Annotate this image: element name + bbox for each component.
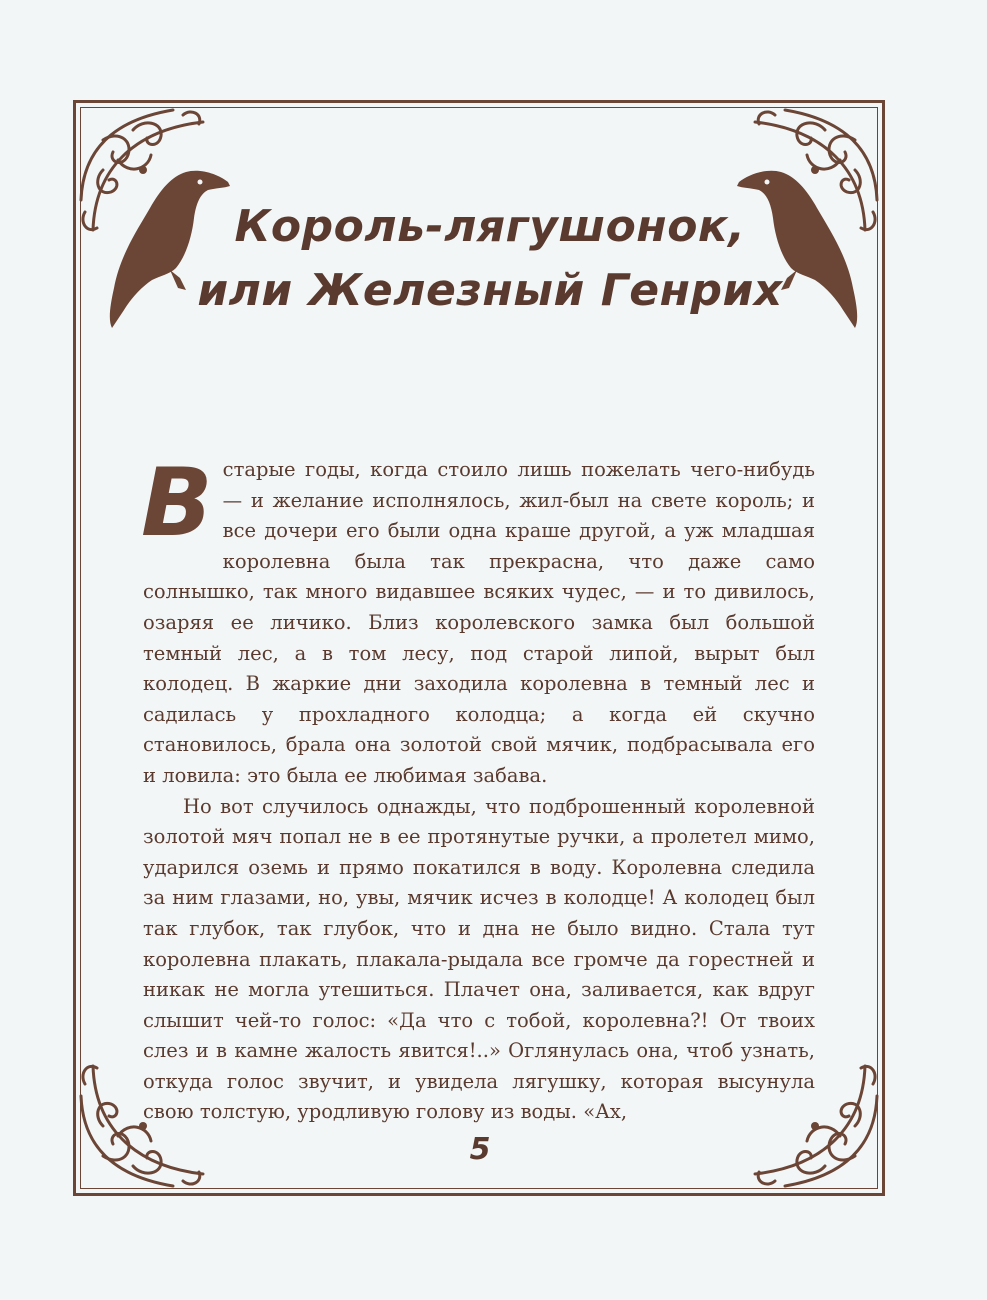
chapter-title xyxy=(190,195,790,323)
page-number: 5 xyxy=(469,1132,491,1167)
paragraph xyxy=(141,449,815,792)
paragraph: Но вот случилось однажды, что подброшенный королевной золотой мяч попал не в ее протянутые ручки, а пролетел мимо, ударился оземь и прямо покатился в воду. Королевна следила за ним глазами, но, увы, мячик исчез в колодце! А колодец был так глубок, так глубок, что и дна не было видно. Стала тут королевна плакать, плакала-рыдала все громче да горестней и никак не могла утешиться. Плачет она, заливается, как вдруг слышит чей-то голос: «Да что с тобой, королевна?! От твоих слез и в камне жалость явится!..» Оглянулась она, чтоб узнать, откуда голос звучит, и увидела лягушку, которая высунула свою толстую, уродливую голову из воды. «Ах, xyxy=(143,794,815,1124)
drop-cap: В xyxy=(141,449,213,558)
story-text xyxy=(141,449,815,1128)
paragraph-text: старые годы, когда стоило лишь пожелать чего-нибудь — и желание исполнялось, жил-был на свете король; и все дочери его были одна краше другой, а уж младшая королевна была так прекрасна, что даже само солнышко, так много видавшее всяких чудес, — и то дивилось, озаряя ее личико. Близ королевского замка был большой темный лес, а в том лесу, под старой липой, вырыт был колодец. В жаркие дни заходила королевна в темный лес и садилась у прохладного колодца; а когда ей скучно становилось, брала она золотой свой мячик, подбрасывала его и ловила: это была ее любимая забава. xyxy=(143,458,815,787)
chapter-title-line-2: или Железный Генрих xyxy=(197,265,783,316)
chapter-title-line-1: Король-лягушонок, xyxy=(234,201,746,252)
